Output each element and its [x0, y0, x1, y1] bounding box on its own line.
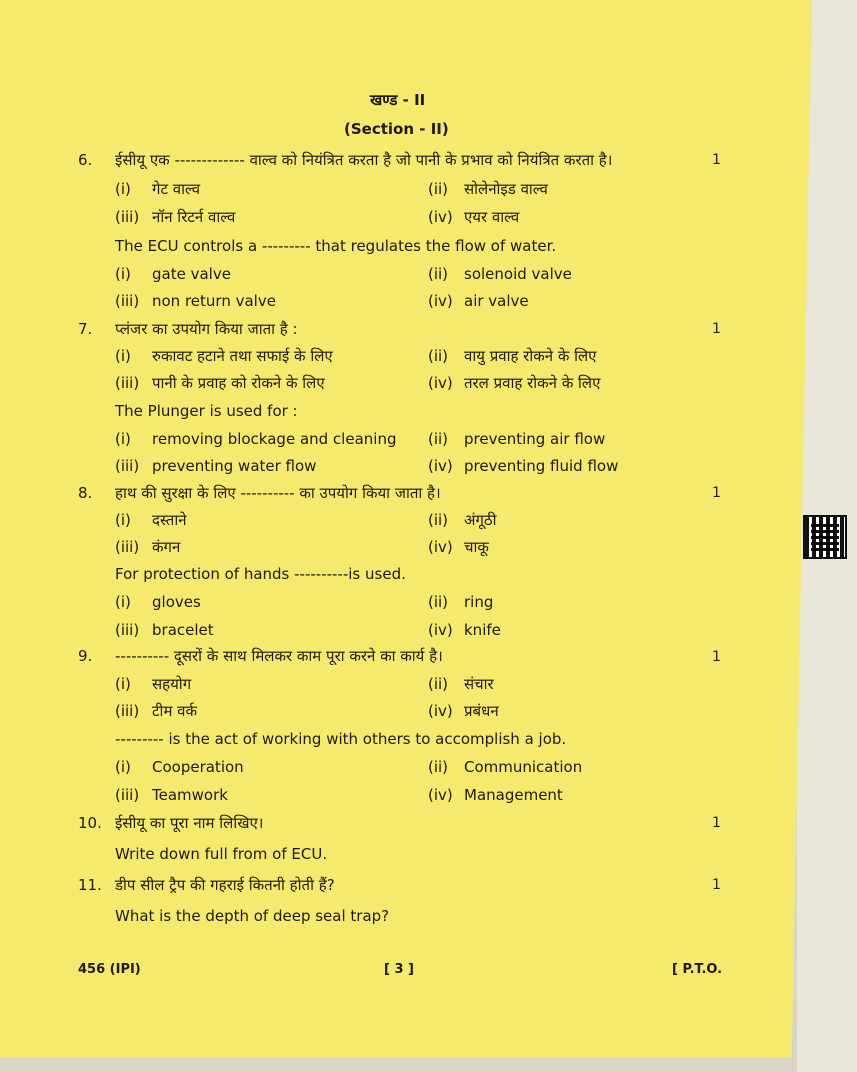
section-title-english: (Section - II) — [344, 120, 449, 138]
question-text-english: The Plunger is used for : — [115, 402, 298, 420]
qr-code — [805, 517, 845, 557]
question-text-english: Write down full from of ECU. — [115, 845, 328, 863]
option-text: air valve — [464, 292, 529, 310]
question-marks: 1 — [712, 485, 721, 501]
question-text-hindi: डीप सील ट्रैप की गहराई कितनी होती हैं? — [115, 876, 335, 894]
section-title-hindi: खण्ड - II — [370, 91, 426, 109]
option-text: Management — [464, 786, 563, 804]
option-text: gloves — [152, 593, 201, 611]
option-number: (iv) — [428, 786, 453, 804]
option-text: पानी के प्रवाह को रोकने के लिए — [152, 374, 325, 392]
option-text: Teamwork — [152, 786, 228, 804]
option-number: (iv) — [428, 621, 453, 639]
option-text: संचार — [464, 675, 494, 693]
option-text: एयर वाल्व — [464, 208, 520, 226]
option-number: (i) — [115, 180, 131, 198]
question-number: 8. — [78, 484, 93, 502]
option-number: (iii) — [115, 208, 140, 226]
question-text-hindi: ---------- दूसरों के साथ मिलकर काम पूरा करने का कार्य है। — [115, 647, 443, 665]
question-number: 7. — [78, 320, 93, 338]
question-text-english: --------- is the act of working with others to accomplish a job. — [115, 730, 567, 748]
option-text: कंगन — [152, 538, 181, 556]
option-number: (i) — [115, 511, 131, 529]
option-number: (ii) — [428, 675, 449, 693]
page-number: [ 3 ] — [384, 962, 414, 977]
option-text: knife — [464, 621, 501, 639]
option-text: Cooperation — [152, 758, 244, 776]
option-text: सहयोग — [152, 675, 192, 693]
option-text: प्रबंधन — [464, 702, 499, 720]
option-number: (ii) — [428, 430, 449, 448]
question-text-english: For protection of hands ----------is used. — [115, 565, 406, 583]
question-marks: 1 — [712, 152, 721, 168]
option-number: (i) — [115, 675, 131, 693]
option-text: रुकावट हटाने तथा सफाई के लिए — [152, 347, 333, 365]
option-text: preventing air flow — [464, 430, 606, 448]
question-marks: 1 — [712, 649, 721, 665]
option-text: solenoid valve — [464, 265, 572, 283]
question-number: 6. — [78, 151, 93, 169]
question-marks: 1 — [712, 815, 721, 831]
option-number: (ii) — [428, 180, 449, 198]
option-text: अंगूठी — [464, 511, 497, 529]
option-number: (iii) — [115, 292, 140, 310]
option-text: bracelet — [152, 621, 214, 639]
option-number: (iii) — [115, 621, 140, 639]
option-number: (iii) — [115, 786, 140, 804]
question-text-hindi: ईसीयू का पूरा नाम लिखिए। — [115, 814, 264, 832]
option-number: (i) — [115, 265, 131, 283]
option-text: ring — [464, 593, 494, 611]
paper-code: 456 (IPI) — [78, 962, 141, 977]
option-number: (iii) — [115, 538, 140, 556]
question-number: 10. — [78, 814, 102, 832]
option-text: चाकू — [464, 538, 489, 556]
option-text: तरल प्रवाह रोकने के लिए — [464, 374, 601, 392]
option-number: (iv) — [428, 538, 453, 556]
question-number: 9. — [78, 647, 93, 665]
option-text: वायु प्रवाह रोकने के लिए — [464, 347, 597, 365]
question-text-english: The ECU controls a --------- that regulates the flow of water. — [115, 237, 557, 255]
option-number: (i) — [115, 758, 131, 776]
option-text: दस्ताने — [152, 511, 187, 529]
option-text: टीम वर्क — [152, 702, 198, 720]
option-text: Communication — [464, 758, 583, 776]
option-text: नॉन रिटर्न वाल्व — [152, 208, 236, 226]
option-text: removing blockage and cleaning — [152, 430, 397, 448]
option-number: (ii) — [428, 593, 449, 611]
option-text: non return valve — [152, 292, 276, 310]
option-number: (ii) — [428, 511, 449, 529]
question-marks: 1 — [712, 877, 721, 893]
option-number: (iv) — [428, 374, 453, 392]
question-marks: 1 — [712, 321, 721, 337]
option-text: gate valve — [152, 265, 231, 283]
question-text-hindi: हाथ की सुरक्षा के लिए ---------- का उपयोग किया जाता है। — [115, 484, 441, 502]
option-number: (iii) — [115, 457, 140, 475]
option-text: गेट वाल्व — [152, 180, 201, 198]
option-text: preventing water flow — [152, 457, 317, 475]
question-number: 11. — [78, 876, 102, 894]
option-number: (iv) — [428, 702, 453, 720]
option-text: preventing fluid flow — [464, 457, 619, 475]
option-number: (iii) — [115, 374, 140, 392]
option-number: (iv) — [428, 208, 453, 226]
option-number: (i) — [115, 347, 131, 365]
option-text: सोलेनोइड वाल्व — [464, 180, 548, 198]
question-text-english: What is the depth of deep seal trap? — [115, 907, 390, 925]
option-number: (i) — [115, 593, 131, 611]
option-number: (ii) — [428, 347, 449, 365]
pto-label: [ P.T.O. — [672, 962, 723, 977]
question-text-hindi: प्लंजर का उपयोग किया जाता है : — [115, 320, 298, 338]
option-number: (iv) — [428, 457, 453, 475]
option-number: (i) — [115, 430, 131, 448]
option-number: (ii) — [428, 265, 449, 283]
question-text-hindi: ईसीयू एक ------------- वाल्व को नियंत्रित करता है जो पानी के प्रभाव को नियंत्रित करता है। — [115, 151, 613, 169]
option-number: (iii) — [115, 702, 140, 720]
option-number: (ii) — [428, 758, 449, 776]
option-number: (iv) — [428, 292, 453, 310]
